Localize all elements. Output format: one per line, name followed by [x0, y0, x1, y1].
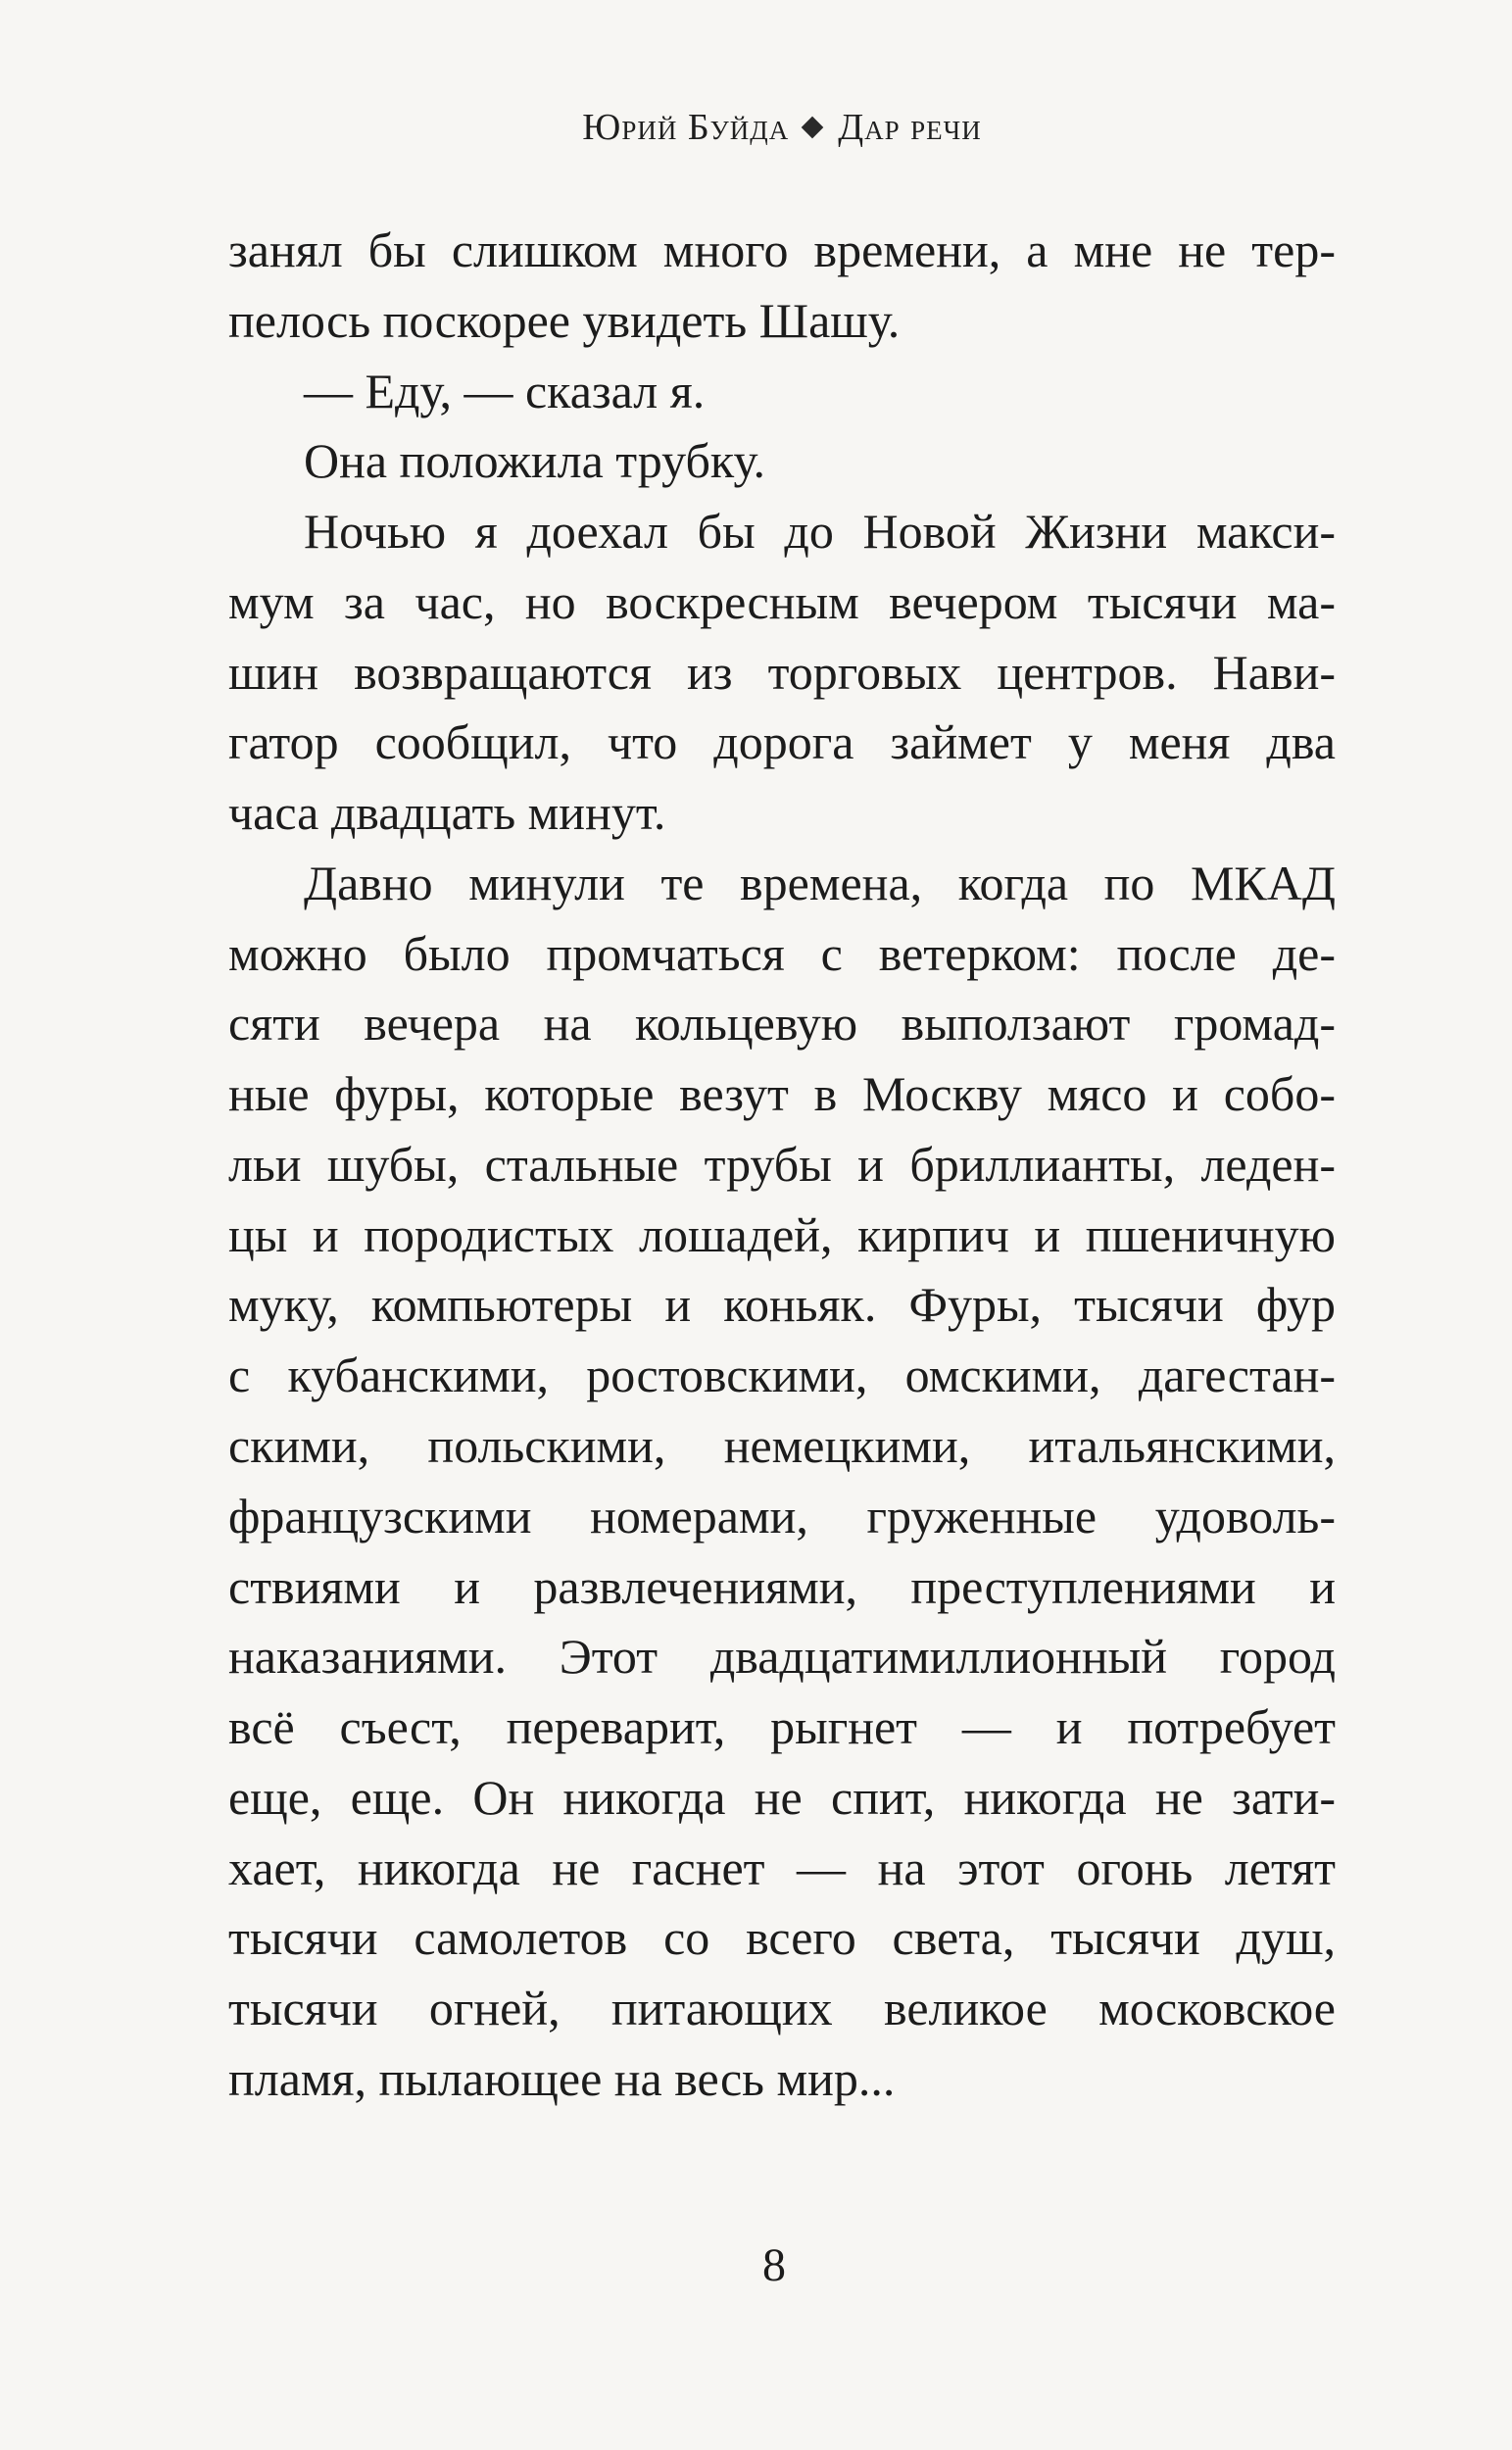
text-line: пламя, пылающее на весь мир... [228, 2050, 896, 2106]
text-line: гатор сообщил, что дорога займет у меня два [228, 714, 1336, 770]
text-line: цы и породистых лошадей, кирпич и пшеничную [228, 1206, 1336, 1262]
text-line: тысячи самолетов со всего света, тысячи душ, [228, 1910, 1336, 1966]
text-line: еще, еще. Он никогда не спит, никогда не зати- [228, 1769, 1336, 1825]
text-line: тысячи огней, питающих великое московское [228, 1981, 1336, 2036]
text-line: мум за час, но воскресным вечером тысячи ма- [228, 573, 1336, 629]
running-head [0, 106, 1512, 149]
paragraph [228, 357, 1336, 427]
text-line: часа двадцать минут. [228, 785, 666, 841]
body-text [228, 216, 1336, 2115]
text-line: скими, польскими, немецкими, итальянскими, [228, 1418, 1336, 1474]
text-line: ствиями и развлечениями, преступлениями и [228, 1558, 1336, 1614]
page-number: 8 [762, 2239, 786, 2291]
text-line: льи шубы, стальные трубы и бриллианты, леден- [228, 1136, 1336, 1192]
diamond-icon [802, 117, 824, 139]
running-head-title: Дар речи [838, 107, 982, 148]
paragraph [228, 497, 1336, 849]
text-line: занял бы слишком много времени, а мне не тер- [228, 222, 1336, 277]
text-line: муку, компьютеры и коньяк. Фуры, тысячи фур [228, 1277, 1336, 1333]
text-line: Давно минули те времена, когда по МКАД [304, 855, 1336, 910]
text-line: сяти вечера на кольцевую выползают громад- [228, 996, 1336, 1052]
text-line: Она положила трубку. [304, 433, 765, 489]
text-line: ные фуры, которые везут в Москву мясо и собо- [228, 1066, 1336, 1122]
text-line: шин возвращаются из торговых центров. Нави- [228, 644, 1336, 700]
paragraph [228, 216, 1336, 357]
running-head-author: Юрий Буйда [582, 107, 790, 148]
text-line: с кубанскими, ростовскими, омскими, дагестан- [228, 1348, 1336, 1403]
text-line: наказаниями. Этот двадцатимиллионный город [228, 1629, 1336, 1685]
text-line: Ночью я доехал бы до Новой Жизни макси- [304, 504, 1336, 560]
paragraph [228, 849, 1336, 2115]
text-line: хает, никогда не гаснет — на этот огонь летят [228, 1839, 1336, 1895]
text-line: пелось поскорее увидеть Шашу. [228, 292, 901, 348]
paragraph [228, 426, 1336, 497]
text-line: всё съест, переварит, рыгнет — и потребует [228, 1699, 1336, 1755]
text-line: французскими номерами, груженные удоволь- [228, 1488, 1336, 1544]
text-line: можно было промчаться с ветерком: после де- [228, 925, 1336, 981]
text-line: — Еду, — сказал я. [304, 363, 706, 418]
